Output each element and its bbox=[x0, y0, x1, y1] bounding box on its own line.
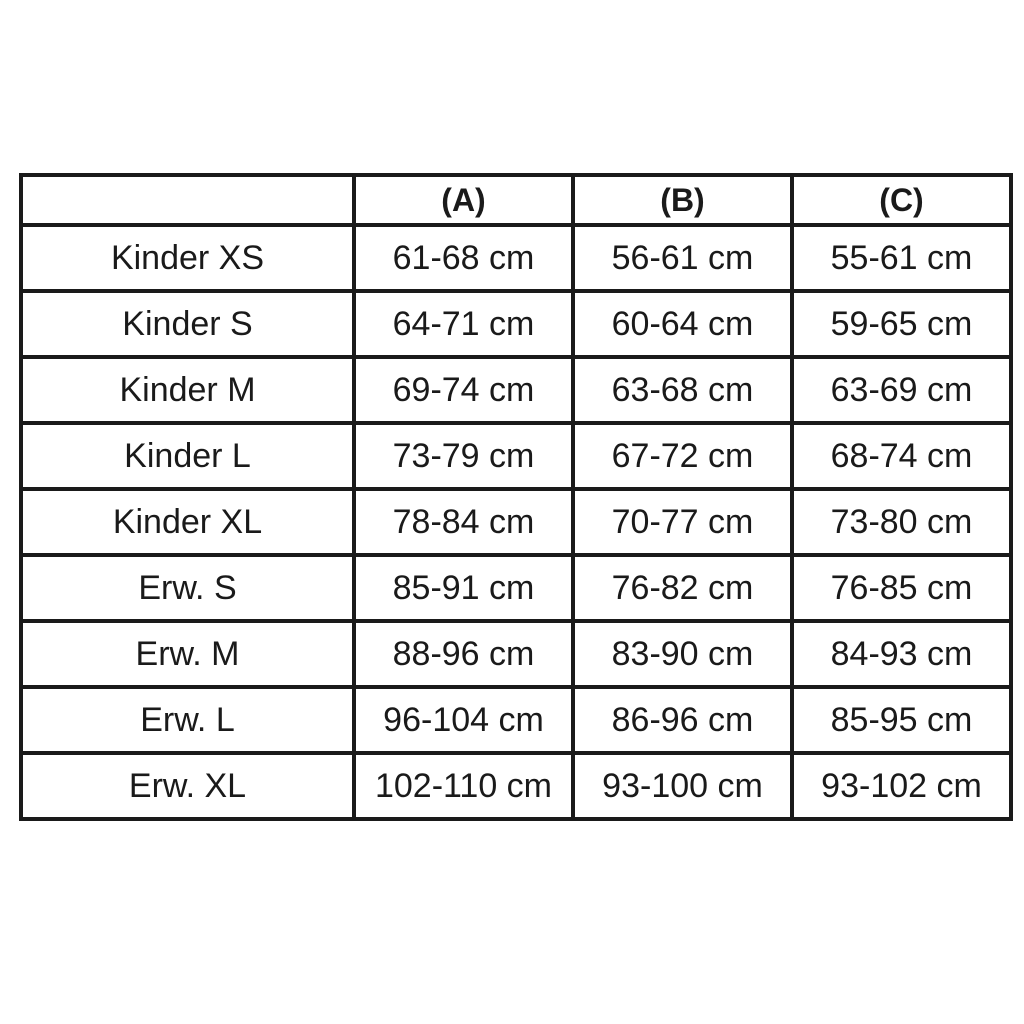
measure-cell-b: 63-68 cm bbox=[573, 357, 792, 423]
measure-cell-a: 61-68 cm bbox=[354, 225, 573, 291]
measure-cell-c: 76-85 cm bbox=[792, 555, 1011, 621]
size-label-cell: Kinder XL bbox=[21, 489, 354, 555]
measure-cell-a: 96-104 cm bbox=[354, 687, 573, 753]
table-row bbox=[21, 423, 1011, 489]
measure-cell-c: 68-74 cm bbox=[792, 423, 1011, 489]
header-cell-a: (A) bbox=[354, 175, 573, 225]
table-row bbox=[21, 753, 1011, 819]
measure-cell-c: 93-102 cm bbox=[792, 753, 1011, 819]
measure-cell-b: 60-64 cm bbox=[573, 291, 792, 357]
measure-cell-c: 55-61 cm bbox=[792, 225, 1011, 291]
size-label-cell: Erw. L bbox=[21, 687, 354, 753]
measure-cell-a: 102-110 cm bbox=[354, 753, 573, 819]
measure-cell-c: 59-65 cm bbox=[792, 291, 1011, 357]
table-row bbox=[21, 489, 1011, 555]
measure-cell-a: 88-96 cm bbox=[354, 621, 573, 687]
size-label-cell: Kinder S bbox=[21, 291, 354, 357]
measure-cell-b: 56-61 cm bbox=[573, 225, 792, 291]
measure-cell-c: 84-93 cm bbox=[792, 621, 1011, 687]
measure-cell-b: 86-96 cm bbox=[573, 687, 792, 753]
size-label-cell: Erw. M bbox=[21, 621, 354, 687]
header-cell-b: (B) bbox=[573, 175, 792, 225]
measure-cell-a: 73-79 cm bbox=[354, 423, 573, 489]
size-label-cell: Kinder L bbox=[21, 423, 354, 489]
measure-cell-a: 85-91 cm bbox=[354, 555, 573, 621]
size-label-cell: Erw. XL bbox=[21, 753, 354, 819]
table-row bbox=[21, 357, 1011, 423]
table-row bbox=[21, 621, 1011, 687]
measure-cell-b: 76-82 cm bbox=[573, 555, 792, 621]
measure-cell-c: 63-69 cm bbox=[792, 357, 1011, 423]
measure-cell-b: 67-72 cm bbox=[573, 423, 792, 489]
measure-cell-a: 64-71 cm bbox=[354, 291, 573, 357]
measure-cell-a: 78-84 cm bbox=[354, 489, 573, 555]
measure-cell-b: 70-77 cm bbox=[573, 489, 792, 555]
table-row bbox=[21, 555, 1011, 621]
measure-cell-b: 93-100 cm bbox=[573, 753, 792, 819]
size-label-cell: Kinder XS bbox=[21, 225, 354, 291]
header-corner-cell bbox=[21, 175, 354, 225]
measure-cell-c: 85-95 cm bbox=[792, 687, 1011, 753]
table-row bbox=[21, 687, 1011, 753]
table-header-row bbox=[21, 175, 1011, 225]
size-label-cell: Kinder M bbox=[21, 357, 354, 423]
table-row bbox=[21, 225, 1011, 291]
measure-cell-b: 83-90 cm bbox=[573, 621, 792, 687]
size-chart-table bbox=[19, 173, 1013, 821]
measure-cell-c: 73-80 cm bbox=[792, 489, 1011, 555]
header-cell-c: (C) bbox=[792, 175, 1011, 225]
measure-cell-a: 69-74 cm bbox=[354, 357, 573, 423]
table-row bbox=[21, 291, 1011, 357]
size-label-cell: Erw. S bbox=[21, 555, 354, 621]
